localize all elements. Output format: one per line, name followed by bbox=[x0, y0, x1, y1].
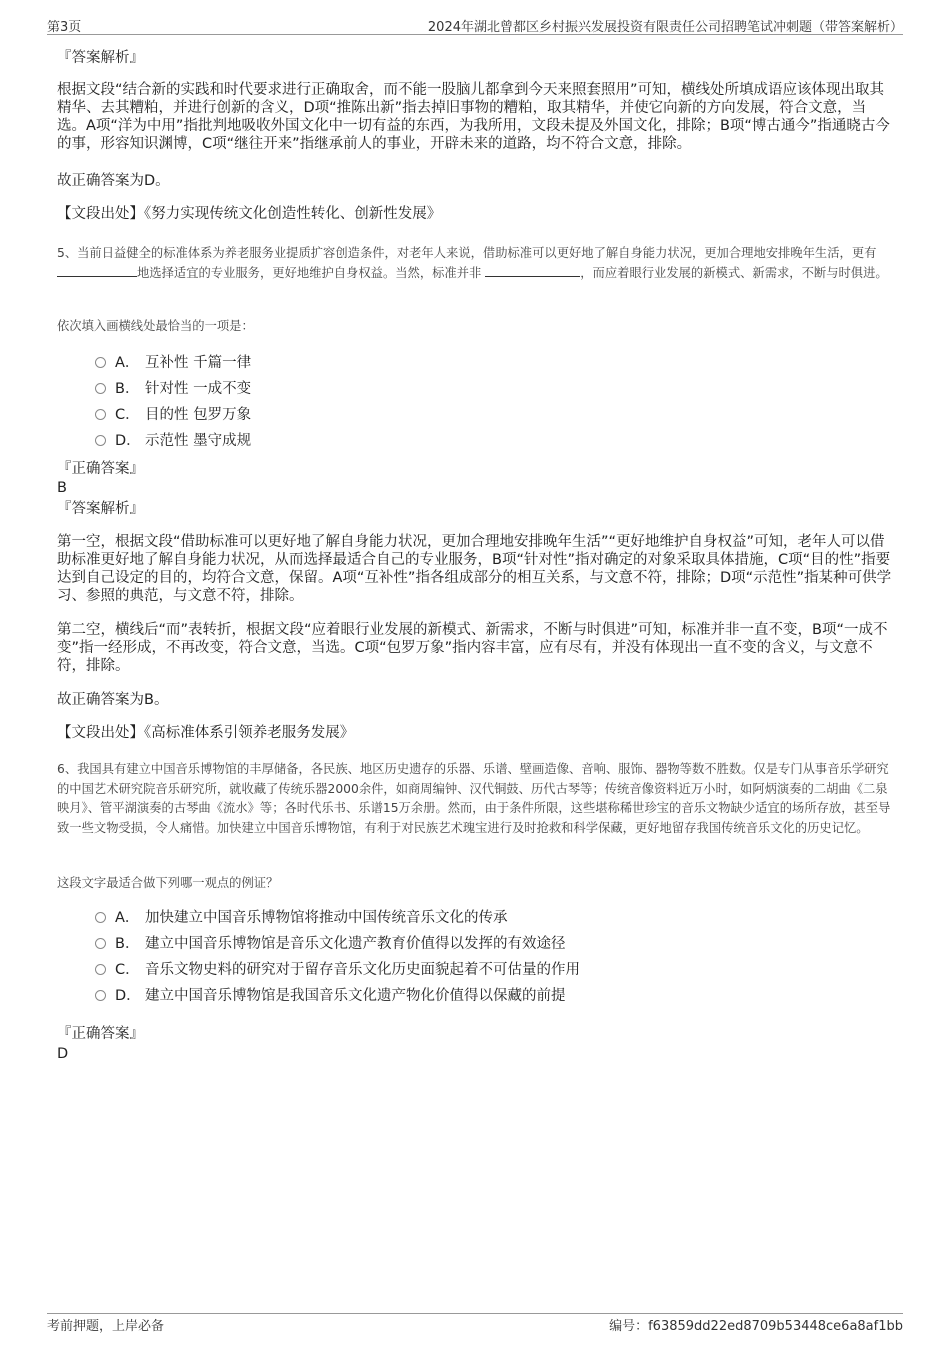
q5-option-c[interactable]: C． 目的性 包罗万象 bbox=[95, 406, 251, 424]
q6-stem: 6、我国具有建立中国音乐博物馆的丰厚储备，各民族、地区历史遗存的乐器、乐谱、壁画造像、音响、服饰、器物等数不胜数。仅是专门从事音乐学研究的中国艺术研究院音乐研究所，就收藏了传统乐器2000余件，如商周编钟、汉代铜鼓、历代古琴等；传统音像资料近万小时，如阿炳演奏的二胡曲《二泉映月》、管平湖演奏的古琴曲《流水》等；各时代乐书、乐谱15万余册。然而，由于条件所限，这些堪称稀世珍宝的音乐文物缺少适宜的场所存放，甚至导致一些文物受损，令人痛惜。加快建立中国音乐博物馆，有利于对民族艺术瑰宝进行及时抢救和科学保藏，更好地留存我国传统音乐文化的历史记忆。 bbox=[57, 762, 891, 835]
q5-conclusion: 故正确答案为B。 bbox=[57, 692, 169, 708]
q5-answer: B bbox=[57, 480, 67, 496]
q6-option-c[interactable]: C． 音乐文物史料的研究对于留存音乐文化历史面貌起着不可估量的作用 bbox=[95, 961, 580, 979]
footer-slogan: 考前押题，上岸必备 bbox=[47, 1319, 165, 1334]
document-title: 2024年湖北曾都区乡村振兴发展投资有限责任公司招聘笔试冲刺题（带答案解析） bbox=[427, 20, 903, 35]
radio-icon[interactable] bbox=[95, 938, 106, 949]
radio-icon[interactable] bbox=[95, 409, 106, 420]
q6-answer-label: 『正确答案』 bbox=[57, 1026, 144, 1042]
q5-analysis-label: 『答案解析』 bbox=[57, 501, 144, 517]
q4-analysis-label: 『答案解析』 bbox=[57, 50, 144, 66]
q5-analysis-1: 第一空，根据文段“借助标准可以更好地了解自身能力状况，更加合理地安排晚年生活”“更好地维护自身权益”可知，老年人可以借助标准更好地了解自身能力状况，从而选择最适合自己的专业服务，B项“针对性”指对确定的对象采取具体措施，C项“目的性”指要达到自己设定的目的，均符合文意，保留。A项“互补性”指各组成部分的相互关系，与文意不符，排除；D项“示范性”指某种可供学习、参照的典范，与文意不符，排除。 bbox=[57, 534, 892, 604]
q5-analysis-2: 第二空，横线后“而”表转折，根据文段“应着眼行业发展的新模式、新需求，不断与时俱进”可知，标准并非一直不变，B项“一成不变”指一经形成，不再改变，符合文意，当选。C项“包罗万象”指内容丰富，应有尽有，并没有体现出一直不变的含义，与文意不符，排除。 bbox=[57, 622, 888, 674]
radio-icon[interactable] bbox=[95, 964, 106, 975]
q5-answer-label: 『正确答案』 bbox=[57, 461, 144, 477]
q4-analysis-text: 根据文段“结合新的实践和时代要求进行正确取舍，而不能一股脑儿都拿到今天来照套照用”可知，横线处所填成语应该体现出取其精华、去其糟粕，并进行创新的含义，D项“推陈出新”指去掉旧事物的糟粕，取其精华，并使它向新的方向发展，符合文意，当选。A项“洋为中用”指批判地吸收外国文化中一切有益的东西，为我所用，文段未提及外国文化，排除；B项“博古通今”指通晓古今的事，形容知识渊博，C项“继往开来”指继承前人的事业，开辟未来的道路，均不符合文意，排除。 bbox=[57, 82, 890, 152]
q5-stem: 5、当前日益健全的标准体系为养老服务业提质扩容创造条件，对老年人来说，借助标准可以更好地了解自身能力状况，更加合理地安排晚年生活，更有 地选择适宜的专业服务，更好地维护自身权益。当然，标准并非 ，而应着眼行业发展的新模式、新需求，不断与时俱进。 bbox=[57, 246, 888, 280]
q5-blank-1 bbox=[57, 264, 137, 277]
radio-icon[interactable] bbox=[95, 435, 106, 446]
q6-option-b[interactable]: B． 建立中国音乐博物馆是音乐文化遗产教育价值得以发挥的有效途径 bbox=[95, 935, 566, 953]
q6-answer: D bbox=[57, 1046, 69, 1062]
radio-icon[interactable] bbox=[95, 383, 106, 394]
q6-prompt: 这段文字最适合做下列哪一观点的例证？ bbox=[57, 876, 279, 890]
q4-conclusion: 故正确答案为D。 bbox=[57, 173, 170, 189]
q5-prompt: 依次填入画横线处最恰当的一项是： bbox=[57, 319, 254, 333]
q5-option-a[interactable]: A． 互补性 千篇一律 bbox=[95, 354, 251, 372]
page-number: 第3页 bbox=[47, 20, 82, 35]
q5-option-d[interactable]: D． 示范性 墨守成规 bbox=[95, 432, 251, 450]
q6-option-a[interactable]: A． 加快建立中国音乐博物馆将推动中国传统音乐文化的传承 bbox=[95, 909, 508, 927]
radio-icon[interactable] bbox=[95, 990, 106, 1001]
radio-icon[interactable] bbox=[95, 912, 106, 923]
q5-option-b[interactable]: B． 针对性 一成不变 bbox=[95, 380, 251, 398]
q6-option-d[interactable]: D． 建立中国音乐博物馆是我国音乐文化遗产物化价值得以保藏的前提 bbox=[95, 987, 566, 1005]
page-footer bbox=[47, 1313, 903, 1334]
q5-source: 【文段出处】《高标准体系引领养老服务发展》 bbox=[57, 725, 355, 741]
radio-icon[interactable] bbox=[95, 357, 106, 368]
footer-code: 编号：f63859dd22ed8709b53448ce6a8af1bb bbox=[609, 1319, 903, 1334]
q4-source: 【文段出处】《努力实现传统文化创造性转化、创新性发展》 bbox=[57, 206, 442, 222]
q5-blank-2 bbox=[485, 264, 580, 277]
page-header bbox=[47, 14, 903, 35]
